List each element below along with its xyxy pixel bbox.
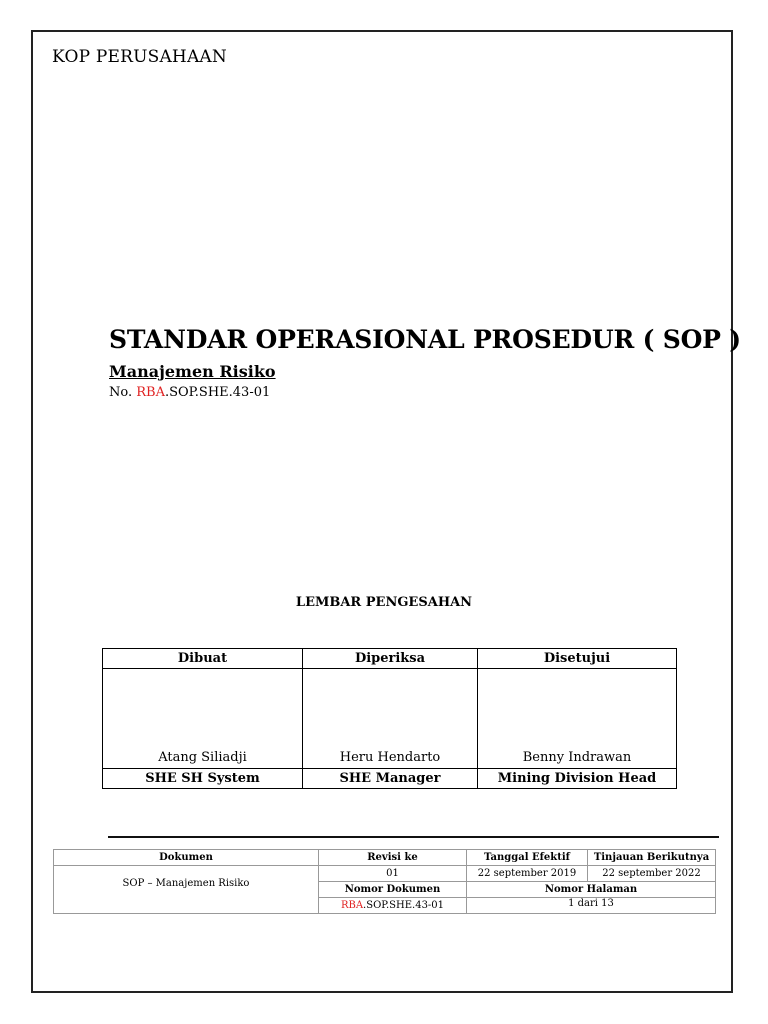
header-disetujui: Disetujui <box>478 649 677 669</box>
document-number <box>109 385 270 400</box>
approval-sheet-title: LEMBAR PENGESAHAN <box>295 595 473 610</box>
approval-header-row <box>103 649 677 669</box>
document-number-code: RBA <box>136 385 165 400</box>
footer-tinjauan-value: 22 september 2022 <box>588 866 716 882</box>
document-subtitle: Manajemen Risiko <box>109 362 276 381</box>
footer-values-row <box>54 866 716 882</box>
footer-revisi-label: Revisi ke <box>319 850 467 866</box>
footer-tanggal-label: Tanggal Efektif <box>467 850 588 866</box>
header-dibuat: Dibuat <box>103 649 303 669</box>
document-control-table <box>53 849 716 914</box>
footer-tanggal-value: 22 september 2019 <box>467 866 588 882</box>
footer-dokumen-value: SOP – Manajemen Risiko <box>54 866 319 914</box>
signer-name-disetujui: Benny Indrawan <box>478 669 677 769</box>
footer-divider <box>108 836 719 838</box>
document-title: STANDAR OPERASIONAL PROSEDUR ( SOP ) <box>109 325 741 354</box>
footer-nomor-dokumen-value <box>319 898 467 914</box>
signer-name-diperiksa: Heru Hendarto <box>303 669 478 769</box>
signer-role-diperiksa: SHE Manager <box>303 769 478 789</box>
footer-nomor-dokumen-code: RBA <box>340 900 364 911</box>
company-letterhead: KOP PERUSAHAAN <box>52 47 227 67</box>
header-diperiksa: Diperiksa <box>303 649 478 669</box>
approval-role-row <box>103 769 677 789</box>
footer-nomor-halaman-value: 1 dari 13 <box>467 898 716 914</box>
footer-tinjauan-label: Tinjauan Berikutnya <box>588 850 716 866</box>
approval-signature-row <box>103 669 677 769</box>
signer-role-dibuat: SHE SH System <box>103 769 303 789</box>
footer-header-row <box>54 850 716 866</box>
signer-name-dibuat: Atang Siliadji <box>103 669 303 769</box>
footer-revisi-value: 01 <box>319 866 467 882</box>
footer-dokumen-label: Dokumen <box>54 850 319 866</box>
document-number-prefix: No. <box>109 385 137 400</box>
approval-table <box>102 648 677 789</box>
footer-nomor-dokumen-label: Nomor Dokumen <box>319 882 467 898</box>
footer-nomor-dokumen-rest: .SOP.SHE.43-01 <box>363 900 445 911</box>
footer-nomor-halaman-label: Nomor Halaman <box>467 882 716 898</box>
document-number-rest: .SOP.SHE.43-01 <box>164 385 271 400</box>
signer-role-disetujui: Mining Division Head <box>478 769 677 789</box>
